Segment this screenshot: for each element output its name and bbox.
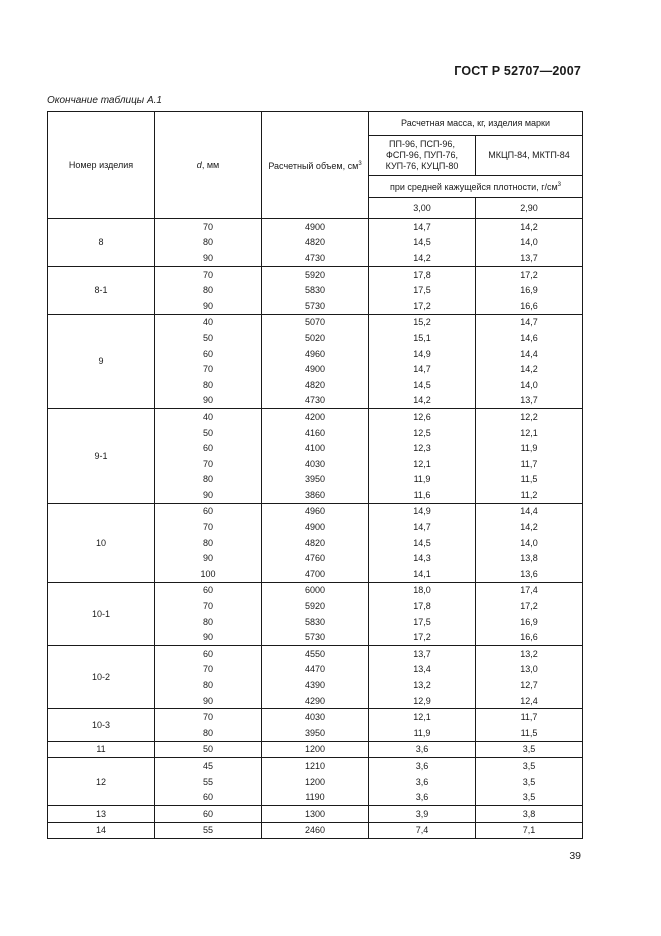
mass2-cell: 3,5 [476, 741, 583, 758]
col-header-d-unit: , мм [201, 159, 220, 170]
mass2-cell: 14,2 [476, 219, 583, 235]
mark2-header: МКЦП-84, МКТП-84 [476, 136, 583, 176]
mass2-cell: 13,6 [476, 566, 583, 582]
table-body [48, 219, 583, 839]
mass2-cell: 16,9 [476, 614, 583, 630]
item-number-cell: 8-1 [48, 266, 155, 314]
diameter-cell: 80 [155, 677, 262, 693]
mass1-cell: 14,7 [369, 361, 476, 377]
volume-cell: 4760 [262, 550, 369, 566]
item-number-cell: 10-3 [48, 709, 155, 741]
table-header [48, 112, 583, 219]
diameter-cell: 45 [155, 758, 262, 774]
mass2-cell: 12,2 [476, 409, 583, 425]
volume-cell: 4900 [262, 519, 369, 535]
diameter-cell: 80 [155, 614, 262, 630]
diameter-cell: 70 [155, 456, 262, 472]
mass1-cell: 3,9 [369, 805, 476, 822]
mass1-cell: 3,6 [369, 758, 476, 774]
table-row [48, 314, 583, 330]
volume-cell: 4960 [262, 346, 369, 362]
mass2-cell: 13,0 [476, 662, 583, 678]
diameter-cell: 80 [155, 725, 262, 741]
mass1-cell: 11,6 [369, 487, 476, 503]
diameter-cell: 60 [155, 503, 262, 519]
mass2-cell: 11,5 [476, 725, 583, 741]
volume-cell: 4900 [262, 219, 369, 235]
mass1-cell: 18,0 [369, 582, 476, 598]
mass-table [47, 111, 583, 839]
volume-cell: 4290 [262, 693, 369, 709]
diameter-cell: 100 [155, 566, 262, 582]
mass1-cell: 3,6 [369, 741, 476, 758]
mass1-cell: 13,4 [369, 662, 476, 678]
col-header-d-symbol: d [196, 159, 202, 170]
volume-cell: 1190 [262, 789, 369, 805]
table-row [48, 822, 583, 839]
mass2-cell: 14,6 [476, 330, 583, 346]
item-number-cell: 14 [48, 822, 155, 839]
item-number-cell: 10-1 [48, 582, 155, 645]
volume-cell: 4900 [262, 361, 369, 377]
diameter-cell: 40 [155, 314, 262, 330]
mass2-cell: 7,1 [476, 822, 583, 839]
volume-cell: 4160 [262, 425, 369, 441]
mass2-cell: 3,5 [476, 758, 583, 774]
mass2-cell: 17,2 [476, 266, 583, 282]
volume-cell: 4820 [262, 235, 369, 251]
mass2-cell: 14,2 [476, 361, 583, 377]
volume-cell: 4550 [262, 646, 369, 662]
mass1-cell: 14,9 [369, 346, 476, 362]
volume-cell: 5920 [262, 598, 369, 614]
mass1-cell: 12,1 [369, 456, 476, 472]
diameter-cell: 70 [155, 266, 262, 282]
volume-cell: 4200 [262, 409, 369, 425]
diameter-cell: 70 [155, 361, 262, 377]
mass1-cell: 3,6 [369, 789, 476, 805]
mass1-cell: 14,7 [369, 519, 476, 535]
mass2-cell: 14,7 [476, 314, 583, 330]
diameter-cell: 60 [155, 789, 262, 805]
mass2-cell: 11,7 [476, 456, 583, 472]
mass2-cell: 14,2 [476, 519, 583, 535]
mass1-cell: 12,9 [369, 693, 476, 709]
mass2-cell: 13,8 [476, 550, 583, 566]
diameter-cell: 60 [155, 440, 262, 456]
table-row [48, 582, 583, 598]
mass-header: Расчетная масса, кг, изделия марки [369, 112, 583, 136]
mark1-line: ФСП-96, ПУП-76, [386, 150, 458, 160]
mass1-cell: 12,5 [369, 425, 476, 441]
mass1-cell: 17,2 [369, 298, 476, 314]
col-header-item: Номер изделия [48, 112, 155, 219]
item-number-cell: 9 [48, 314, 155, 409]
mass1-cell: 12,6 [369, 409, 476, 425]
density-header [369, 176, 583, 198]
diameter-cell: 80 [155, 535, 262, 551]
density-sup: 3 [557, 182, 562, 188]
mass1-cell: 14,9 [369, 503, 476, 519]
mass2-cell: 17,2 [476, 598, 583, 614]
volume-cell: 4820 [262, 377, 369, 393]
table-row [48, 709, 583, 725]
table-row [48, 219, 583, 235]
volume-cell: 1300 [262, 805, 369, 822]
volume-cell: 4030 [262, 709, 369, 725]
mass1-cell: 17,5 [369, 614, 476, 630]
mass1-cell: 13,2 [369, 677, 476, 693]
mass2-cell: 14,4 [476, 346, 583, 362]
mass1-cell: 14,7 [369, 219, 476, 235]
volume-cell: 3950 [262, 725, 369, 741]
mass2-cell: 3,5 [476, 774, 583, 790]
diameter-cell: 50 [155, 425, 262, 441]
table-row [48, 409, 583, 425]
diameter-cell: 90 [155, 487, 262, 503]
diameter-cell: 90 [155, 550, 262, 566]
diameter-cell: 60 [155, 805, 262, 822]
mass2-cell: 12,1 [476, 425, 583, 441]
table-row [48, 503, 583, 519]
page-number: 39 [569, 850, 581, 862]
col-header-volume [262, 112, 369, 219]
volume-cell: 1200 [262, 741, 369, 758]
mass1-cell: 14,5 [369, 235, 476, 251]
volume-cell: 3950 [262, 472, 369, 488]
diameter-cell: 70 [155, 219, 262, 235]
table-row [48, 266, 583, 282]
mass1-cell: 11,9 [369, 725, 476, 741]
mass2-cell: 13,7 [476, 250, 583, 266]
table-row [48, 741, 583, 758]
mass2-cell: 16,6 [476, 629, 583, 645]
mass2-cell: 14,0 [476, 535, 583, 551]
volume-cell: 5730 [262, 629, 369, 645]
diameter-cell: 90 [155, 250, 262, 266]
volume-cell: 5920 [262, 266, 369, 282]
item-number-cell: 10 [48, 503, 155, 582]
mass1-cell: 14,2 [369, 250, 476, 266]
diameter-cell: 90 [155, 298, 262, 314]
diameter-cell: 40 [155, 409, 262, 425]
volume-cell: 5830 [262, 614, 369, 630]
table-caption: Окончание таблицы А.1 [47, 95, 162, 106]
diameter-cell: 60 [155, 646, 262, 662]
mass1-cell: 14,1 [369, 566, 476, 582]
mass2-cell: 14,0 [476, 377, 583, 393]
col-header-d [155, 112, 262, 219]
volume-cell: 4030 [262, 456, 369, 472]
mass1-cell: 17,2 [369, 629, 476, 645]
diameter-cell: 70 [155, 709, 262, 725]
mark1-line: КУП-76, КУЦП-80 [385, 161, 459, 171]
diameter-cell: 55 [155, 822, 262, 839]
mass2-cell: 13,7 [476, 393, 583, 409]
diameter-cell: 70 [155, 598, 262, 614]
volume-cell: 4730 [262, 250, 369, 266]
mass2-cell: 12,7 [476, 677, 583, 693]
mark1-line: ПП-96, ПСП-96, [389, 139, 455, 149]
mass2-cell: 3,5 [476, 789, 583, 805]
diameter-cell: 60 [155, 346, 262, 362]
mass1-cell: 12,3 [369, 440, 476, 456]
mass2-cell: 13,2 [476, 646, 583, 662]
volume-cell: 4960 [262, 503, 369, 519]
mass2-cell: 11,2 [476, 487, 583, 503]
mass2-cell: 11,7 [476, 709, 583, 725]
volume-cell: 4700 [262, 566, 369, 582]
volume-cell: 5020 [262, 330, 369, 346]
volume-cell: 4390 [262, 677, 369, 693]
volume-cell: 5730 [262, 298, 369, 314]
item-number-cell: 9-1 [48, 409, 155, 504]
diameter-cell: 80 [155, 235, 262, 251]
mass2-cell: 11,9 [476, 440, 583, 456]
mass1-cell: 14,5 [369, 535, 476, 551]
item-number-cell: 12 [48, 758, 155, 806]
diameter-cell: 55 [155, 774, 262, 790]
density-value-1: 3,00 [369, 198, 476, 219]
item-number-cell: 10-2 [48, 646, 155, 709]
mass1-cell: 17,5 [369, 282, 476, 298]
volume-cell: 4730 [262, 393, 369, 409]
diameter-cell: 80 [155, 472, 262, 488]
mass2-cell: 11,5 [476, 472, 583, 488]
mass2-cell: 16,6 [476, 298, 583, 314]
mass2-cell: 16,9 [476, 282, 583, 298]
mass2-cell: 12,4 [476, 693, 583, 709]
mass1-cell: 15,2 [369, 314, 476, 330]
volume-cell: 2460 [262, 822, 369, 839]
mass1-cell: 11,9 [369, 472, 476, 488]
diameter-cell: 90 [155, 693, 262, 709]
col-header-volume-label: Расчетный объем, см [268, 160, 359, 171]
mass2-cell: 3,8 [476, 805, 583, 822]
document-standard-header: ГОСТ Р 52707—2007 [454, 64, 581, 78]
mass1-cell: 7,4 [369, 822, 476, 839]
diameter-cell: 50 [155, 330, 262, 346]
volume-cell: 6000 [262, 582, 369, 598]
item-number-cell: 11 [48, 741, 155, 758]
table-row [48, 646, 583, 662]
diameter-cell: 70 [155, 662, 262, 678]
mass1-cell: 12,1 [369, 709, 476, 725]
diameter-cell: 80 [155, 377, 262, 393]
density-label: при средней кажущейся плотности, г/см [389, 182, 558, 192]
diameter-cell: 60 [155, 582, 262, 598]
volume-cell: 4100 [262, 440, 369, 456]
mass1-cell: 17,8 [369, 266, 476, 282]
volume-cell: 4470 [262, 662, 369, 678]
volume-cell: 5830 [262, 282, 369, 298]
mark1-header [369, 136, 476, 176]
diameter-cell: 90 [155, 629, 262, 645]
diameter-cell: 80 [155, 282, 262, 298]
volume-cell: 5070 [262, 314, 369, 330]
volume-cell: 4820 [262, 535, 369, 551]
volume-cell: 1200 [262, 774, 369, 790]
mass1-cell: 17,8 [369, 598, 476, 614]
mass1-cell: 14,3 [369, 550, 476, 566]
volume-cell: 3860 [262, 487, 369, 503]
col-header-volume-sup: 3 [358, 160, 362, 167]
diameter-cell: 50 [155, 741, 262, 758]
item-number-cell: 13 [48, 805, 155, 822]
volume-cell: 1210 [262, 758, 369, 774]
mass1-cell: 14,5 [369, 377, 476, 393]
mass1-cell: 3,6 [369, 774, 476, 790]
item-number-cell: 8 [48, 219, 155, 267]
mass2-cell: 17,4 [476, 582, 583, 598]
mass2-cell: 14,4 [476, 503, 583, 519]
mass1-cell: 15,1 [369, 330, 476, 346]
diameter-cell: 90 [155, 393, 262, 409]
table-row [48, 758, 583, 774]
diameter-cell: 70 [155, 519, 262, 535]
mass1-cell: 14,2 [369, 393, 476, 409]
density-value-2: 2,90 [476, 198, 583, 219]
mass1-cell: 13,7 [369, 646, 476, 662]
mass2-cell: 14,0 [476, 235, 583, 251]
table-row [48, 805, 583, 822]
